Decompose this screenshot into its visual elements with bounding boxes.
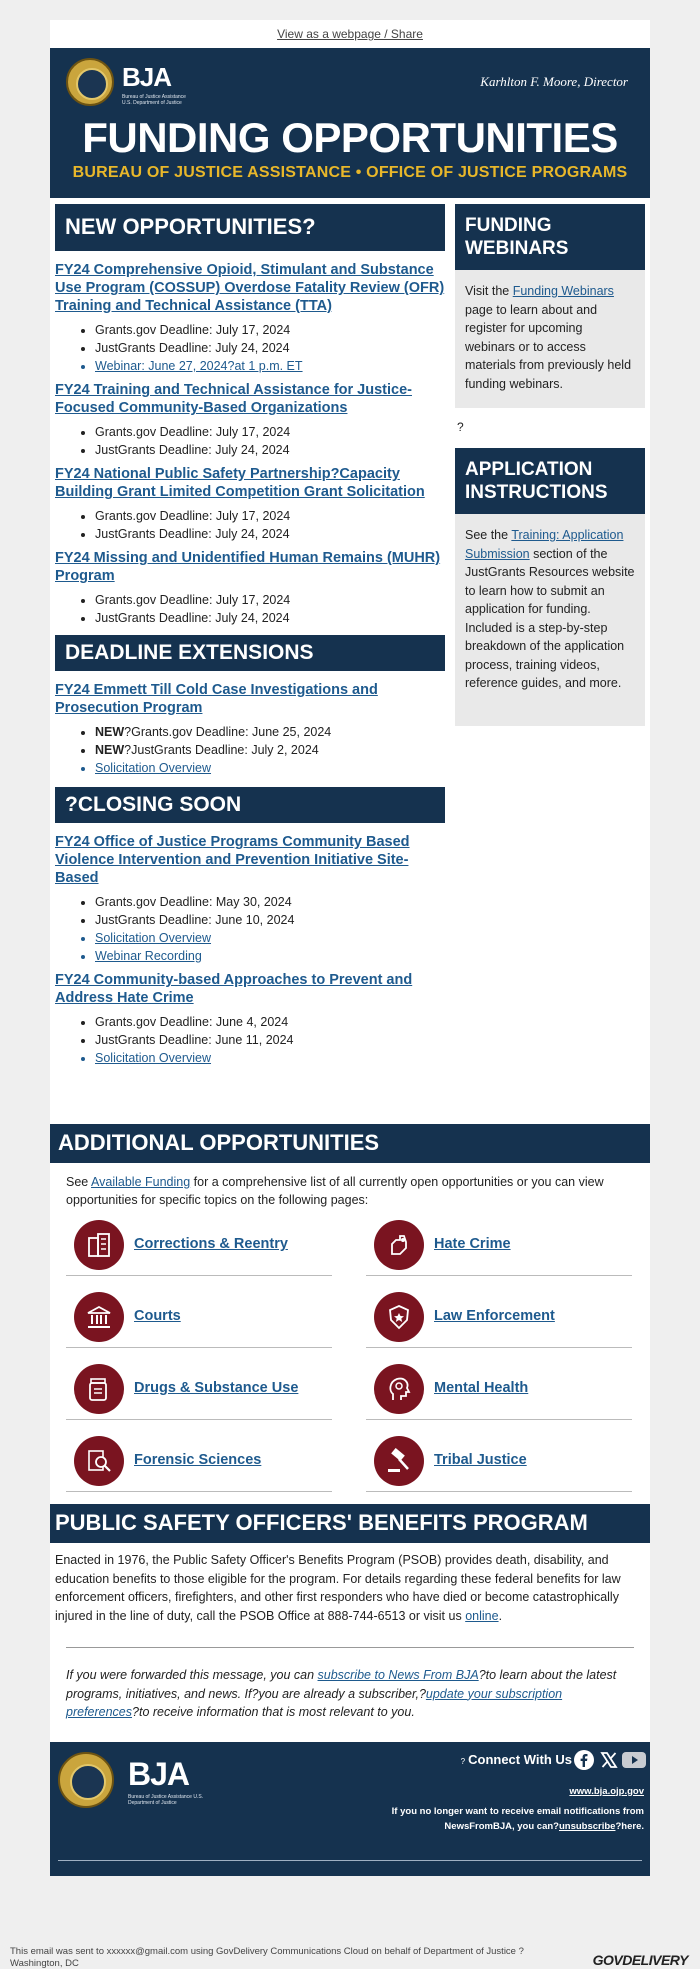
application-submission-link[interactable]: Training: Application Submission <box>465 528 624 561</box>
courthouse-icon <box>74 1292 124 1342</box>
topic-label[interactable]: Hate Crime <box>434 1236 511 1252</box>
psob-online-link[interactable]: online <box>465 1608 499 1623</box>
deadline-list <box>95 591 445 627</box>
deadline-list <box>95 423 445 459</box>
forward-text: If you were forwarded this message, you can <box>66 1668 318 1682</box>
additional-opportunities <box>50 1124 650 1504</box>
deadline-list <box>95 507 445 543</box>
director-name: Karhlton F. Moore, Director <box>480 74 628 89</box>
view-webpage-link[interactable]: View as a webpage / Share <box>277 27 423 41</box>
building-icon <box>74 1220 124 1270</box>
deadline-line: • Grants.gov Deadline: June 4, 2024 <box>95 1013 445 1031</box>
new-tag: NEW <box>95 725 125 739</box>
footer-divider <box>58 1860 642 1861</box>
closing-item <box>55 971 445 1067</box>
forward-note <box>50 1666 650 1722</box>
forward-text: ?to receive information that is most relevant to you. <box>132 1705 415 1719</box>
forward-text: ?to learn about the latest programs, initiatives, and news. If?you are already a subscriber,? <box>66 1668 617 1701</box>
x-twitter-icon[interactable] <box>599 1750 619 1770</box>
subscribe-link[interactable]: subscribe to News From BJA <box>317 1668 479 1682</box>
unsubscribe-note <box>384 1804 644 1834</box>
bja-logo: BJA <box>128 1755 190 1792</box>
connect-label <box>461 1752 572 1767</box>
page-subtitle: BUREAU OF JUSTICE ASSISTANCE • OFFICE OF JUSTICE PROGRAMS <box>72 164 628 181</box>
opportunity-item <box>55 381 445 459</box>
webinars-text: Visit the <box>465 284 513 298</box>
gavel-icon <box>374 1436 424 1486</box>
doj-seal-icon <box>58 1752 114 1808</box>
topic-label[interactable]: Law Enforcement <box>434 1308 555 1324</box>
deadline-list <box>95 723 445 777</box>
right-column <box>455 204 645 726</box>
funding-webinars-box <box>455 270 645 408</box>
deadline-line: • Grants.gov Deadline: July 17, 2024 <box>95 321 445 339</box>
deadline-list <box>95 321 445 375</box>
additional-intro <box>50 1163 650 1209</box>
connect-text: Connect With Us <box>468 1751 572 1767</box>
divider <box>66 1647 634 1648</box>
left-column <box>55 204 445 1069</box>
hand-icon <box>374 1220 424 1270</box>
deadline-line: • Grants.gov Deadline: July 17, 2024 <box>95 507 445 525</box>
deadline-line: • JustGrants Deadline: June 11, 2024 <box>95 1031 445 1049</box>
connect-glyph: ? <box>460 1756 466 1766</box>
topic-label[interactable]: Courts <box>134 1308 181 1324</box>
topic-forensic-sciences[interactable] <box>66 1430 332 1492</box>
instructions-text: See the <box>465 528 512 542</box>
main-columns <box>50 198 650 1124</box>
head-icon <box>374 1364 424 1414</box>
psob-text: Enacted in 1976, the Public Safety Officer's Benefits Program (PSOB) provides death, disability, and education benefits to those eligible for the program. For details regarding these federal benefits for law enforcement officers, firefighters, and other first responders who have died or become catastrophically injured in the line of duty, call the PSOB Office at 888-744-6513 or visit us <box>55 1553 621 1623</box>
deadline-line <box>95 723 445 741</box>
opportunity-item <box>55 261 445 375</box>
deadline-line: • JustGrants Deadline: July 24, 2024 <box>95 609 445 627</box>
topic-law-enforcement[interactable] <box>366 1286 632 1348</box>
unsubscribe-text: If you no longer want to receive email notifications from NewsFromBJA, you can? <box>391 1805 644 1832</box>
deadline-line: • Grants.gov Deadline: May 30, 2024 <box>95 893 445 911</box>
opportunity-item <box>55 465 445 543</box>
youtube-icon[interactable] <box>622 1750 646 1770</box>
deadline-extensions-heading: DEADLINE EXTENSIONS <box>55 635 445 671</box>
opportunity-title-link[interactable]: FY24 Missing and Unidentified Human Remains (MUHR) Program <box>55 550 441 584</box>
topic-hate-crime[interactable] <box>366 1214 632 1276</box>
deadline-line: • Grants.gov Deadline: July 17, 2024 <box>95 591 445 609</box>
psob-heading: PUBLIC SAFETY OFFICERS' BENEFITS PROGRAM <box>50 1504 650 1543</box>
solicitation-overview-link[interactable]: • Solicitation Overview <box>95 929 445 947</box>
topic-tribal-justice[interactable] <box>366 1430 632 1492</box>
new-tag: NEW <box>95 743 125 757</box>
deadline-text: ?Grants.gov Deadline: June 25, 2024 <box>124 725 332 739</box>
instructions-text: section of the JustGrants Resources website to learn how to submit an application for funding. Included is a step-by-step breakdown of the application process, training videos, reference guides, and more. <box>465 546 635 690</box>
psob-text: . <box>498 1608 503 1623</box>
email-header <box>50 48 650 198</box>
available-funding-link[interactable]: Available Funding <box>91 1175 191 1189</box>
unsubscribe-link[interactable]: unsubscribe <box>558 1820 616 1832</box>
delivery-notice: This email was sent to xxxxxx@gmail.com using GovDelivery Communications Cloud on behalf of Department of Justice ? Washington, DC <box>10 1946 524 1969</box>
pill-bottle-icon <box>74 1364 124 1414</box>
closing-item <box>55 833 445 965</box>
webinar-link[interactable]: • Webinar: June 27, 2024?at 1 p.m. ET <box>95 357 445 375</box>
deadline-list <box>95 893 445 965</box>
topic-mental-health[interactable] <box>366 1358 632 1420</box>
bja-website-link[interactable]: www.bja.ojp.gov <box>569 1785 644 1797</box>
topic-corrections-reentry[interactable] <box>66 1214 332 1276</box>
topic-drugs-substance-use[interactable] <box>66 1358 332 1420</box>
solicitation-overview-link[interactable]: • Solicitation Overview <box>95 1049 445 1067</box>
opportunity-title-link[interactable]: FY24 Training and Technical Assistance for Justice-Focused Community-Based Organizations <box>55 382 412 416</box>
funding-webinars-link[interactable]: Funding Webinars <box>512 284 614 298</box>
deadline-line: • JustGrants Deadline: June 10, 2024 <box>95 911 445 929</box>
spacer-glyph: ? <box>457 420 464 434</box>
solicitation-overview-link[interactable]: • Solicitation Overview <box>95 759 445 777</box>
badge-icon <box>374 1292 424 1342</box>
delivery-footer <box>0 1946 700 1969</box>
update-preferences-link[interactable]: update your subscription preferences <box>66 1686 563 1719</box>
topic-label[interactable]: Tribal Justice <box>434 1452 527 1468</box>
deadline-line <box>95 741 445 759</box>
topic-label[interactable]: Mental Health <box>434 1380 529 1396</box>
psob-body <box>50 1543 650 1625</box>
deadline-text: ?JustGrants Deadline: July 2, 2024 <box>124 743 319 757</box>
extension-item <box>55 681 445 777</box>
govdelivery-logo[interactable]: GOVDELIVERY <box>592 1952 688 1968</box>
application-instructions-box <box>455 514 645 726</box>
topic-label[interactable]: Corrections & Reentry <box>134 1236 288 1252</box>
email-footer <box>50 1742 650 1876</box>
topic-label[interactable]: Forensic Sciences <box>134 1452 262 1468</box>
intro-text: See <box>66 1175 92 1189</box>
webinar-recording-link[interactable]: • Webinar Recording <box>95 947 445 965</box>
opportunity-title-link[interactable]: FY24 Comprehensive Opioid, Stimulant and Substance Use Program (COSSUP) Overdose Fatality Review (OFR) Training and Technical Assistance (TTA) <box>55 262 445 314</box>
doj-seal-icon <box>66 58 114 106</box>
unsubscribe-text: ?here. <box>615 1820 644 1832</box>
magnifier-icon <box>74 1436 124 1486</box>
bja-logo-subtitle: Bureau of Justice Assistance U.S. Department of Justice <box>128 1793 204 1806</box>
bja-logo: BJA <box>122 62 172 92</box>
application-instructions-heading: APPLICATION INSTRUCTIONS <box>455 448 645 514</box>
bja-logo-subtitle: Bureau of Justice Assistance U.S. Department of Justice <box>122 94 186 106</box>
deadline-list <box>95 1013 445 1067</box>
intro-text: for a comprehensive list of all currently open opportunities or you can view opportunities for specific topics on the following pages: <box>66 1175 604 1207</box>
opportunity-item <box>55 549 445 627</box>
topic-label[interactable]: Drugs & Substance Use <box>134 1380 299 1396</box>
funding-webinars-heading: FUNDING WEBINARS <box>455 204 645 270</box>
opportunity-title-link[interactable]: FY24 Office of Justice Programs Community Based Violence Intervention and Prevention Initiative Site-Based <box>55 834 410 886</box>
facebook-icon[interactable] <box>574 1750 594 1770</box>
page-title: FUNDING OPPORTUNITIES <box>82 114 618 161</box>
closing-soon-heading: ?CLOSING SOON <box>55 787 445 823</box>
deadline-line: • JustGrants Deadline: July 24, 2024 <box>95 339 445 357</box>
webinars-text: page to learn about and register for upcoming webinars or to access materials from previously held funding webinars. <box>465 302 632 391</box>
topic-courts[interactable] <box>66 1286 332 1348</box>
new-opportunities-heading: NEW OPPORTUNITIES? <box>55 204 445 251</box>
opportunity-title-link[interactable]: FY24 National Public Safety Partnership?Capacity Building Grant Limited Competition Grant Solicitation <box>55 466 425 500</box>
deadline-line: • JustGrants Deadline: July 24, 2024 <box>95 441 445 459</box>
opportunity-title-link[interactable]: FY24 Emmett Till Cold Case Investigations and Prosecution Program <box>55 682 378 716</box>
deadline-line: • JustGrants Deadline: July 24, 2024 <box>95 525 445 543</box>
email-shell <box>50 20 650 1876</box>
additional-opportunities-heading: ADDITIONAL OPPORTUNITIES <box>50 1124 650 1163</box>
topbar <box>50 20 650 48</box>
opportunity-title-link[interactable]: FY24 Community-based Approaches to Prevent and Address Hate Crime <box>55 972 413 1006</box>
deadline-line: • Grants.gov Deadline: July 17, 2024 <box>95 423 445 441</box>
